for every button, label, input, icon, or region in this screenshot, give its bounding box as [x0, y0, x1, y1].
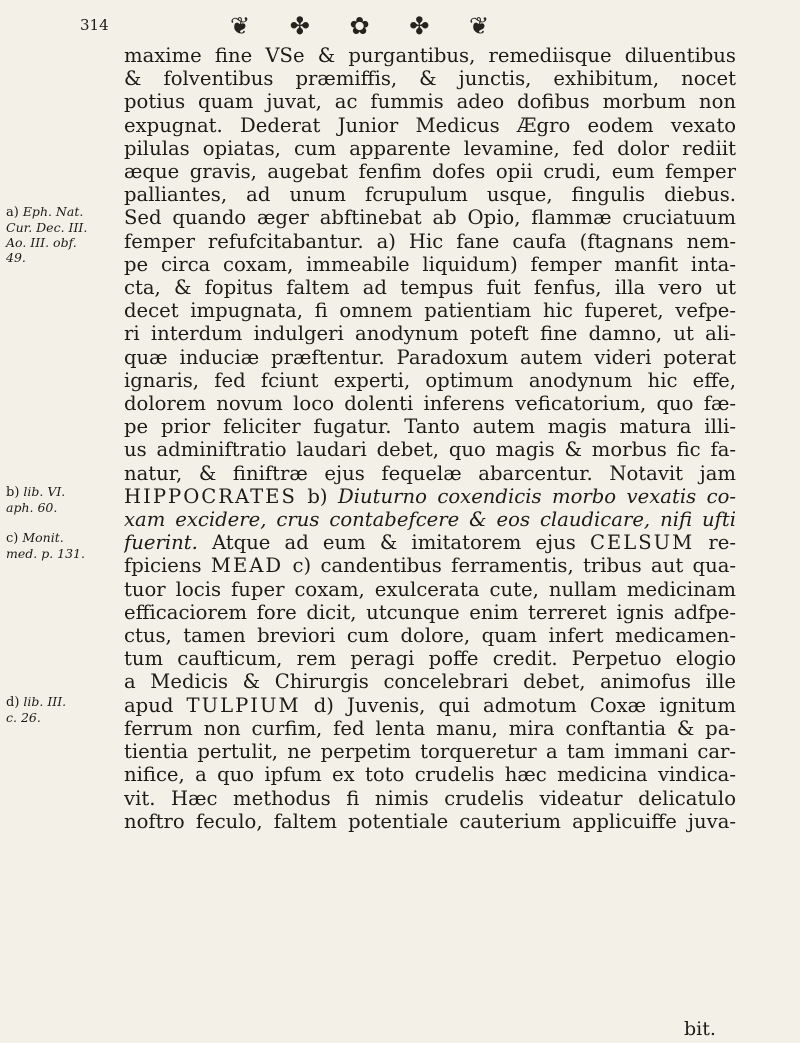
text-line: ri interdum indulgeri anodynum poteft fine damno, ut ali-: [124, 322, 736, 346]
text-line: ctus, tamen breviori cum dolore, quam infert medicamen-: [124, 624, 736, 648]
text-line: femper refufcitabantur. a) Hic fane caufa (ftagnans nem-: [124, 229, 736, 253]
margin-text: lib. VI.: [23, 484, 66, 499]
margin-text: 49.: [6, 250, 26, 265]
text-line: natur, & finiftræ ejus fequelæ abarcentur. Notavit jam: [124, 461, 736, 485]
text-fragment: fpiciens: [124, 554, 202, 578]
quotation: xam excidere, crus contabefcere & eos claudicare, nifi ufti: [124, 508, 736, 532]
text-fragment: candentibus ferramentis, tribus aut qua-: [320, 554, 736, 578]
text-line: palliantes, ad unum fcrupulum usque, fingulis diebus.: [124, 183, 736, 207]
text-line: nifice, a quo ipfum ex toto crudelis hæc medicina vindica-: [124, 763, 736, 787]
text-line: efficaciorem fore dicit, utcunque enim terreret ignis adfpe-: [124, 600, 736, 624]
page-header: [80, 12, 720, 42]
author-name-hippocrates: HIPPOCRATES: [124, 484, 297, 508]
text-line: vit. Hæc methodus fi nimis crudelis videatur delicatulo: [124, 786, 736, 810]
margin-marker: c): [6, 531, 19, 546]
catchword: bit.: [684, 1018, 716, 1040]
margin-text: aph. 60.: [6, 500, 58, 515]
margin-note-b: [6, 484, 118, 515]
text-line: pe prior feliciter fugatur. Tanto autem magis matura illi-: [124, 415, 736, 439]
margin-text: c. 26.: [6, 710, 41, 725]
margin-text: Ao. III. obf.: [6, 235, 77, 250]
text-line: pilulas opiatas, cum apparente levamine, fed dolor rediit: [124, 136, 736, 160]
text-line: quæ induciæ præftentur. Paradoxum autem videri poterat: [124, 345, 736, 369]
text-line: æque gravis, augebat fenfim dofes opii crudi, eum femper: [124, 160, 736, 184]
margin-text: Monit.: [22, 530, 64, 545]
text-line: dolorem novum loco dolenti inferens veficatorium, quo fæ-: [124, 392, 736, 416]
text-line: & folventibus præmiffis, & junctis, exhibitum, nocet: [124, 67, 736, 91]
text-line: tientia pertulit, ne perpetim torqueretur a tam immani car-: [124, 740, 736, 764]
text-line: a Medicis & Chirurgis concelebrari debet, animofus ille: [124, 670, 736, 694]
footnote-ref: b): [307, 484, 328, 508]
page-number: 314: [80, 16, 109, 34]
margin-text: Eph. Nat.: [22, 204, 84, 219]
author-name-celsus: CELSUM: [589, 531, 695, 555]
margin-text: lib. III.: [23, 694, 67, 709]
text-fragment: re-: [708, 531, 736, 555]
margin-marker: d): [6, 695, 20, 710]
footnote-ref: d): [313, 693, 334, 717]
quotation: Diuturno coxendicis morbo vexatis co-: [338, 484, 736, 508]
text-line: ferrum non curfim, fed lenta manu, mira conftantia & pa-: [124, 716, 736, 740]
text-line: maxime fine VSe & purgantibus, remediisque diluentibus: [124, 44, 736, 67]
text-line: [124, 554, 736, 577]
text-line: cta, & fopitus faltem ad tempus fuit fenfus, illa vero ut: [124, 276, 736, 300]
quotation: fuerint.: [124, 531, 198, 555]
text-line: [124, 508, 736, 531]
main-text: [124, 44, 736, 833]
margin-note-c: [6, 530, 118, 561]
margin-note-d: [6, 694, 118, 725]
text-line: Sed quando æger abftinebat ab Opio, flammæ cruciatuum: [124, 206, 736, 230]
text-line: us adminiftratio laudari debet, quo magis & morbus fic fa-: [124, 438, 736, 462]
text-line: tum caufticum, rem peragi poffe credit. Perpetuo elogio: [124, 647, 736, 671]
text-line: [124, 531, 736, 554]
text-line: [124, 485, 736, 508]
text-line: decet impugnata, fi omnem patientiam hic fuperet, vefpe-: [124, 299, 736, 323]
text-line: ignaris, fed fciunt experti, optimum anodynum hic effe,: [124, 368, 736, 392]
margin-marker: a): [6, 205, 19, 220]
text-fragment: apud: [124, 693, 174, 717]
author-name-tulpius: TULPIUM: [186, 693, 301, 717]
text-line: potius quam juvat, ac fummis adeo dofibus morbum non: [124, 90, 736, 114]
text-line: expugnat. Dederat Junior Medicus Ægro eodem vexato: [124, 113, 736, 137]
author-name-mead: MEAD: [210, 554, 284, 578]
text-line: pe circa coxam, immeabile liquidum) femper manfit inta-: [124, 252, 736, 276]
text-fragment: Juvenis, qui admotum Coxæ ignitum: [347, 693, 736, 717]
text-fragment: Atque ad eum & imitatorem ejus: [211, 531, 576, 555]
margin-note-a: [6, 204, 118, 265]
header-ornament: ❦ ✤ ✿ ✤ ❦: [230, 12, 506, 40]
footnote-ref: c): [292, 554, 312, 578]
text-line: tuor locis fuper coxam, exulcerata cute, nullam medicinam: [124, 577, 736, 601]
text-line: noftro feculo, faltem potentiale cauterium applicuiffe juva-: [124, 809, 736, 833]
margin-text: Cur. Dec. III.: [6, 220, 88, 235]
margin-text: med. p. 131.: [6, 546, 85, 561]
text-line: [124, 694, 736, 717]
margin-marker: b): [6, 485, 20, 500]
